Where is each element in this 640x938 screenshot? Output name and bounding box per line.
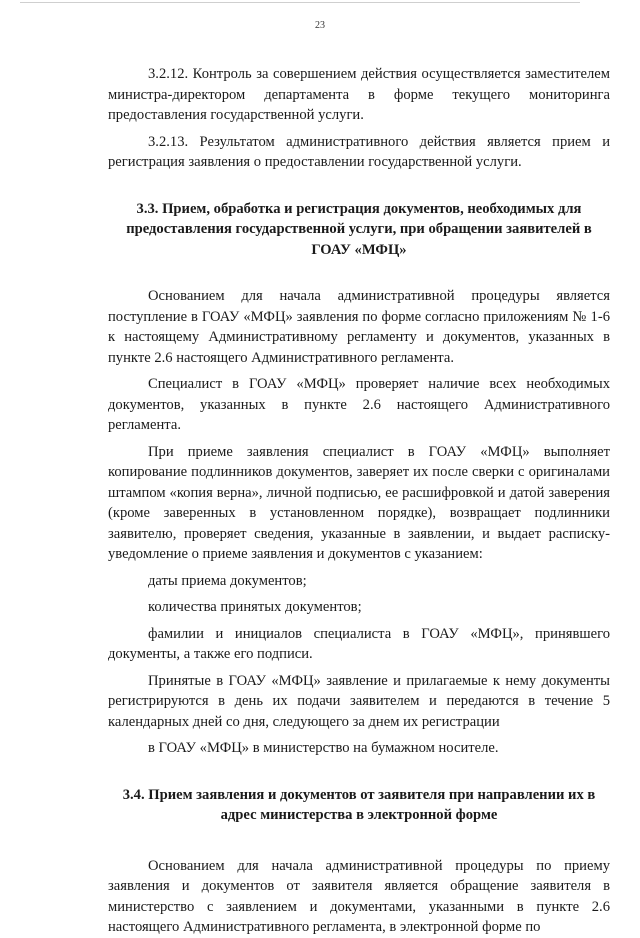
paragraph-check: Специалист в ГОАУ «МФЦ» проверяет наличие всех необходимых документов, указанных в пункте 2.6 настоящего Административного регламента. <box>108 376 610 433</box>
paragraph-electronic-basis: Основанием для начала административной процедуры по приему заявления и документов от заявителя является обращение заявителя в министерство с заявлением и документами, указанными в пункте 2.6 настоящего Административного регламента, в электронной форме по <box>108 857 610 935</box>
paragraph-basis: Основанием для начала административной процедуры является поступление в ГОАУ «МФЦ» заявления по форме согласно приложениям № 1-6 к настоящему Административному регламенту и документов, указанных в пункте 2.6 настоящего Административного регламента. <box>108 288 610 366</box>
list-item-count: количества принятых документов; <box>148 599 362 615</box>
list-item-specialist: фамилии и инициалов специалиста в ГОАУ «МФЦ», принявшего документы, а также его подписи. <box>108 625 610 662</box>
paragraph-reception: При приеме заявления специалист в ГОАУ «МФЦ» выполняет копирование подлинников документов, заверяет их после сверки с оригиналами штампом «копия верна», личной подписью, ее расшифровкой и датой заверения (кроме заверенных в установленном порядке), возвращает подлинники заявителю, проверяет сведения, указанные в заявлении, и выдает расписку-уведомление о приеме заявления и документов с указанием: <box>108 443 610 562</box>
document-body <box>108 64 610 938</box>
paragraph-3-2-13: 3.2.13. Результатом административного действия является прием и регистрация заявления о предоставлении государственной услуги. <box>108 133 610 170</box>
list-item-date: даты приема документов; <box>148 572 307 589</box>
paragraph-registration: Принятые в ГОАУ «МФЦ» заявление и прилагаемые к нему документы регистрируются в день их подачи заявителем и передаются в течение 5 календарных дней со дня, следующего за днем их регистрации <box>108 672 610 730</box>
paragraph-transfer: в ГОАУ «МФЦ» в министерство на бумажном носителе. <box>148 740 499 756</box>
paragraph-3-2-12: 3.2.12. Контроль за совершением действия осуществляется заместителем министра-директором департамента в форме текущего мониторинга предоставления государственной услуги. <box>108 66 610 123</box>
top-rule <box>20 2 580 3</box>
section-heading-3-4: 3.4. Прием заявления и документов от заявителя при направлении их в адрес министерства в электронной форме <box>122 786 596 823</box>
page-number: 23 <box>315 20 325 31</box>
section-heading-3-3: 3.3. Прием, обработка и регистрация документов, необходимых для предоставления государственной услуги, при обращении заявителей в ГОАУ «МФЦ» <box>126 200 592 258</box>
